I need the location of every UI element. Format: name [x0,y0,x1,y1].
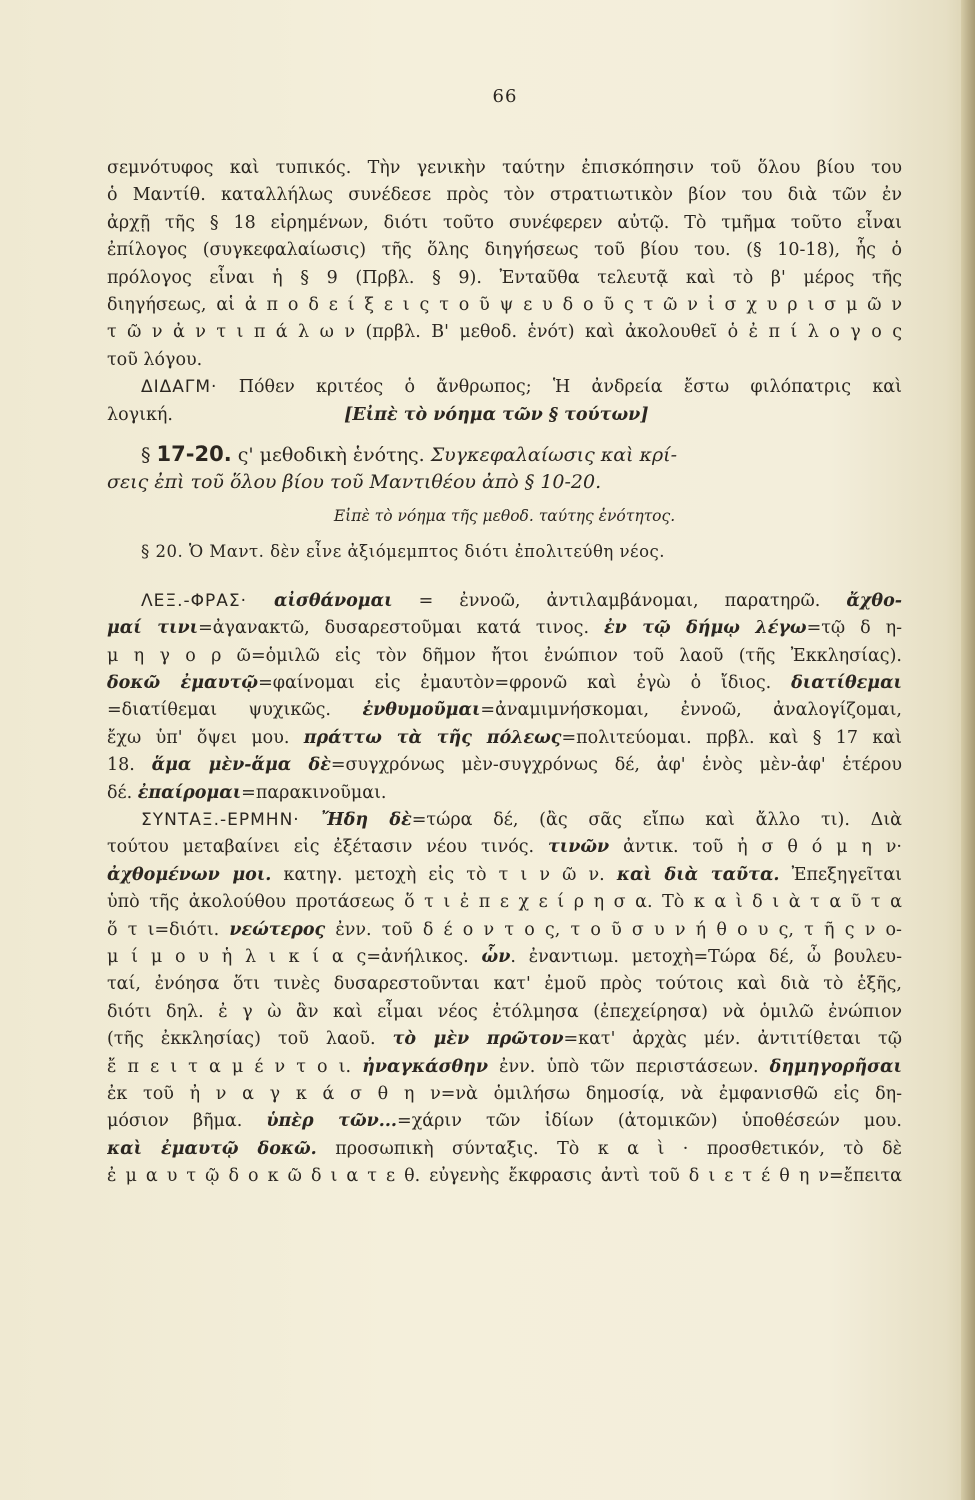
lexicon-gloss: μ η γ ο ρ ῶ=ὁμιλῶ εἰς τὸν δῆμον ἤτοι ἐνώπιον τοῦ λαοῦ (τῆς Ἐκκλησίας). [107,645,902,666]
syntax-gloss: =χάριν τῶν ἰδίων (ἀτομικῶν) ὑποθέσεών μου. [397,1111,902,1132]
paragraph-line: διηγήσεως, αἱ ἀ π ο δ ε ί ξ ε ι ς τ ο ῦ ψ ε υ δ ο ῦ ς τ ῶ ν ἰ σ χ υ ρ ι σ μ ῶ ν [107,295,902,316]
lexicon-line [107,670,902,697]
didagm-note: [Εἰπὲ τὸ νόημα τῶν § τούτων] [344,404,649,425]
section-symbol: § [141,444,151,467]
syntax-gloss: =κατ' ἀρχὰς μέν. ἀντιτίθεται τῷ [563,1029,902,1050]
lexicon-gloss: =τῷ δ η- [806,618,902,639]
lexicon-gloss: =συγχρόνως μὲν-συγχρόνως δέ, ἀφ' ἑνὸς μὲν-ἀφ' ἑτέρου [330,755,902,776]
lexicon-line [107,697,902,724]
page-number: 66 [492,86,518,107]
syntax-gloss: διότι δηλ. ἐ γ ὼ ἂν καὶ εἶμαι νέος ἐτόλμησα (ἐπεχείρησα) νὰ ὁμιλῶ ἐνώπιον [107,1001,902,1022]
lexicon-term: ἐπαίρομαι [137,782,242,803]
lexicon-gloss: = ἐννοῶ, ἀντιλαμβάνομαι, παρατηρῶ. [392,590,847,611]
lexicon-gloss: =διατίθεμαι ψυχικῶς. [107,700,363,721]
syntax-term: δημηγορῆσαι [769,1056,902,1077]
lexicon-line [107,643,902,670]
syntax-gloss: προσωπικὴ σύνταξις. Τὸ κ α ὶ · προσθετικόν, τὸ δὲ [316,1138,902,1159]
section-number: 17-20. [156,442,232,467]
syntax-gloss: ἔ π ε ι τ α μ έ ν τ ο ι. [107,1056,363,1077]
syntax-term: ὑπὲρ τῶν... [266,1111,398,1132]
syntax-line [107,971,902,998]
didagm-line-1 [107,374,902,401]
lexicon-gloss: =φαίνομαι εἰς ἐμαυτὸν=φρονῶ καὶ ἐγὼ ὁ ἴδιος. [258,672,792,693]
section-title-b: Συγκεφαλαίωσις καὶ κρί- [430,444,678,467]
syntax-line [107,1108,902,1135]
syntax-gloss: ἐνν. ὑπὸ τῶν περιστάσεων. [488,1056,770,1077]
lexicon-line [107,780,902,807]
lexicon-term: αἰσθάνομαι [274,590,393,611]
syntax-term: τὸ μὲν πρῶτον [392,1029,564,1050]
syntax-gloss: ἐ μ α υ τ ῷ δ ο κ ῶ δ ι α τ ε θ. εὐγενὴς ἔκφρασις ἀντὶ τοῦ δ ι ε τ έ θ η ν=ἔπειτα [107,1166,902,1187]
text-body [107,155,902,1191]
didagm-line-2 [107,402,902,429]
syntax-section [107,807,902,1191]
syntax-line [107,834,902,861]
lexicon-gloss: ἔχω ὑπ' ὄψει μου. [107,727,304,748]
lexicon-term: δοκῶ ἐμαυτῷ [107,672,259,693]
syntax-line [107,1163,902,1190]
paragraph-line: ἀρχῇ τῆς § 18 εἰρημένων, διότι τοῦτο συνέφερεν αὐτῷ. Τὸ τμῆμα τοῦτο εἶναι [107,212,902,233]
section-heading [107,441,902,469]
section-heading-line-2: σεις ἐπὶ τοῦ ὅλου βίου τοῦ Μαντιθέου ἀπὸ § 10-20. [107,471,602,494]
lexicon-section [107,588,902,807]
lexicon-term: ἐν τῷ δήμῳ λέγω [603,618,807,639]
paragraph-line: ὁ Μαντίθ. καταλλήλως συνέδεσε πρὸς τὸν στρατιωτικὸν βίον του διὰ τῶν ἐν [107,185,902,206]
syntax-gloss: κατηγ. μετοχὴ εἰς τὸ τ ι ν ῶ ν. [271,864,617,885]
syntax-gloss: τούτου μεταβαίνει εἰς ἐξέτασιν νέου τινός. [107,837,548,858]
syntax-term: Ἤδη δὲ [321,809,412,830]
syntax-term: νεώτερος [229,919,326,940]
syntax-term: ἠναγκάσθην [362,1056,489,1077]
lexicon-term: διατίθεμαι [791,672,902,693]
lexicon-line [107,615,902,642]
syntax-gloss: . ἐναντιωμ. μετοχὴ=Τώρα δέ, ὦ βουλευ- [510,946,902,967]
lexicon-gloss: 18. [107,755,152,776]
section-20-heading: § 20. Ὁ Μαντ. δὲν εἶνε ἀξιόμεμπτος διότι ἐπολιτεύθη νέος. [141,542,666,562]
syntax-line [107,1081,902,1108]
syntax-term: τινῶν [548,837,610,858]
didagm-line2-start: λογική. [107,404,173,425]
paragraph-line: σεμνότυφος καὶ τυπικός. Τὴν γενικὴν ταύτην ἐπισκόπησιν τοῦ ὅλου βίου του [107,158,902,178]
syntax-term: ἀχθομένων μοι. [107,864,272,885]
paragraph-line: τ ῶ ν ἀ ν τ ι π ά λ ω ν (πρβλ. Β' μεθοδ. ἑνότ) καὶ ἀκολουθεῖ ὁ ἐ π ί λ ο γ ο ς [107,322,902,343]
didagm-label: ΔΙΔΑΓΜ· [141,377,218,398]
syntax-term: ὧν [481,946,511,967]
lexicon-gloss: =ἀναμιμνήσκομαι, ἐννοῶ, ἀναλογίζομαι, [480,700,902,721]
syntax-line [107,1136,902,1163]
lexicon-gloss: =παρακινοῦμαι. [241,782,387,803]
paragraph-line: ἐπίλογος (συγκεφαλαίωσις) τῆς ὅλης διηγήσεως τοῦ βίου του. (§ 10-18), ἧς ὁ [107,240,902,261]
lexicon-term: ἐνθυμοῦμαι [362,700,481,721]
syntax-line [107,807,902,834]
syntax-gloss: ἐνν. τοῦ δ έ ο ν τ ο ς, τ ο ῦ σ υ ν ή θ ο υ ς, τ ῆ ς ν ο- [325,919,902,940]
syntax-gloss: μ ί μ ο υ ἡ λ ι κ ί α ς=ἀνήλικος. [107,946,482,967]
syntax-gloss: =τώρα δέ, (ἂς σᾶς εἴπω καὶ ἄλλο τι). Διὰ [411,809,902,830]
syntax-line [107,917,902,944]
lexicon-term: πράττω τὰ τῆς πόλεως [303,727,562,748]
syntax-gloss: ὑπὸ τῆς ἀκολούθου προτάσεως ὅ τ ι ἐ π ε χ ε ί ρ η σ α. Τὸ κ α ὶ δ ι ὰ τ α ῦ τ α [107,892,902,913]
syntax-term: καὶ ἐμαυτῷ δοκῶ. [107,1138,317,1159]
lexicon-gloss: δέ. [107,782,138,803]
lexicon-line [107,752,902,779]
lexicon-term: ἅμα μὲν-ἅμα δὲ [151,755,331,776]
lexicon-gloss: =πολιτεύομαι. πρβλ. καὶ § 17 καὶ [561,727,902,748]
lexicon-line [107,725,902,752]
lexicon-label: ΛΕΞ.-ΦΡΑΣ· [141,590,274,611]
syntax-gloss: Ἐπεξηγεῖται [779,864,902,885]
section-prompt: Εἰπὲ τὸ νόημα τῆς μεθοδ. ταύτης ἑνότητος. [333,506,676,525]
syntax-line [107,889,902,916]
syntax-gloss: (τῆς ἐκκλησίας) τοῦ λαοῦ. [107,1029,393,1050]
syntax-gloss: ταί, ἐνόησα ὅτι τινὲς δυσαρεστοῦνται κατ' ἐμοῦ πρὸς τούτοις καὶ διὰ τὸ ἑξῆς, [107,974,902,995]
syntax-line [107,944,902,971]
page-edge-shadow [961,0,975,1500]
syntax-term: καὶ διὰ ταῦτα. [616,864,780,885]
syntax-line [107,862,902,889]
paragraph-line: πρόλογος εἶναι ἡ § 9 (Πρβλ. § 9). Ἐνταῦθα τελευτᾷ καὶ τὸ β' μέρος τῆς [107,267,902,288]
syntax-gloss: ἐκ τοῦ ἠ ν α γ κ ά σ θ η ν=νὰ ὁμιλήσω δημοσίᾳ, νὰ ἐμφανισθῶ εἰς δη- [107,1084,902,1104]
syntax-line [107,1054,902,1081]
paragraph-line: τοῦ λόγου. [107,349,203,370]
syntax-line [107,1026,902,1053]
paragraph-summary [107,155,902,374]
syntax-label: ΣΥΝΤΑΞ.-ΕΡΜΗΝ· [141,809,322,830]
lexicon-term: ἄχθο- [846,590,902,611]
section-title-a: ς' μεθοδικὴ ἑνότης. [237,444,425,467]
didagm-text: Πόθεν κριτέος ὁ ἄνθρωπος; Ἡ ἀνδρεία ἔστω φιλόπατρις καὶ [238,377,902,398]
lexicon-line [107,588,902,615]
syntax-line [107,999,902,1026]
lexicon-gloss: =ἀγανακτῶ, δυσαρεστοῦμαι κατά τινος. [198,618,604,639]
lexicon-term: μαί τινι [107,618,199,639]
syntax-gloss: μόσιον βῆμα. [107,1111,267,1132]
syntax-gloss: ὅ τ ι=διότι. [107,919,230,940]
syntax-gloss: ἀντικ. τοῦ ἠ σ θ ό μ η ν· [609,837,902,858]
